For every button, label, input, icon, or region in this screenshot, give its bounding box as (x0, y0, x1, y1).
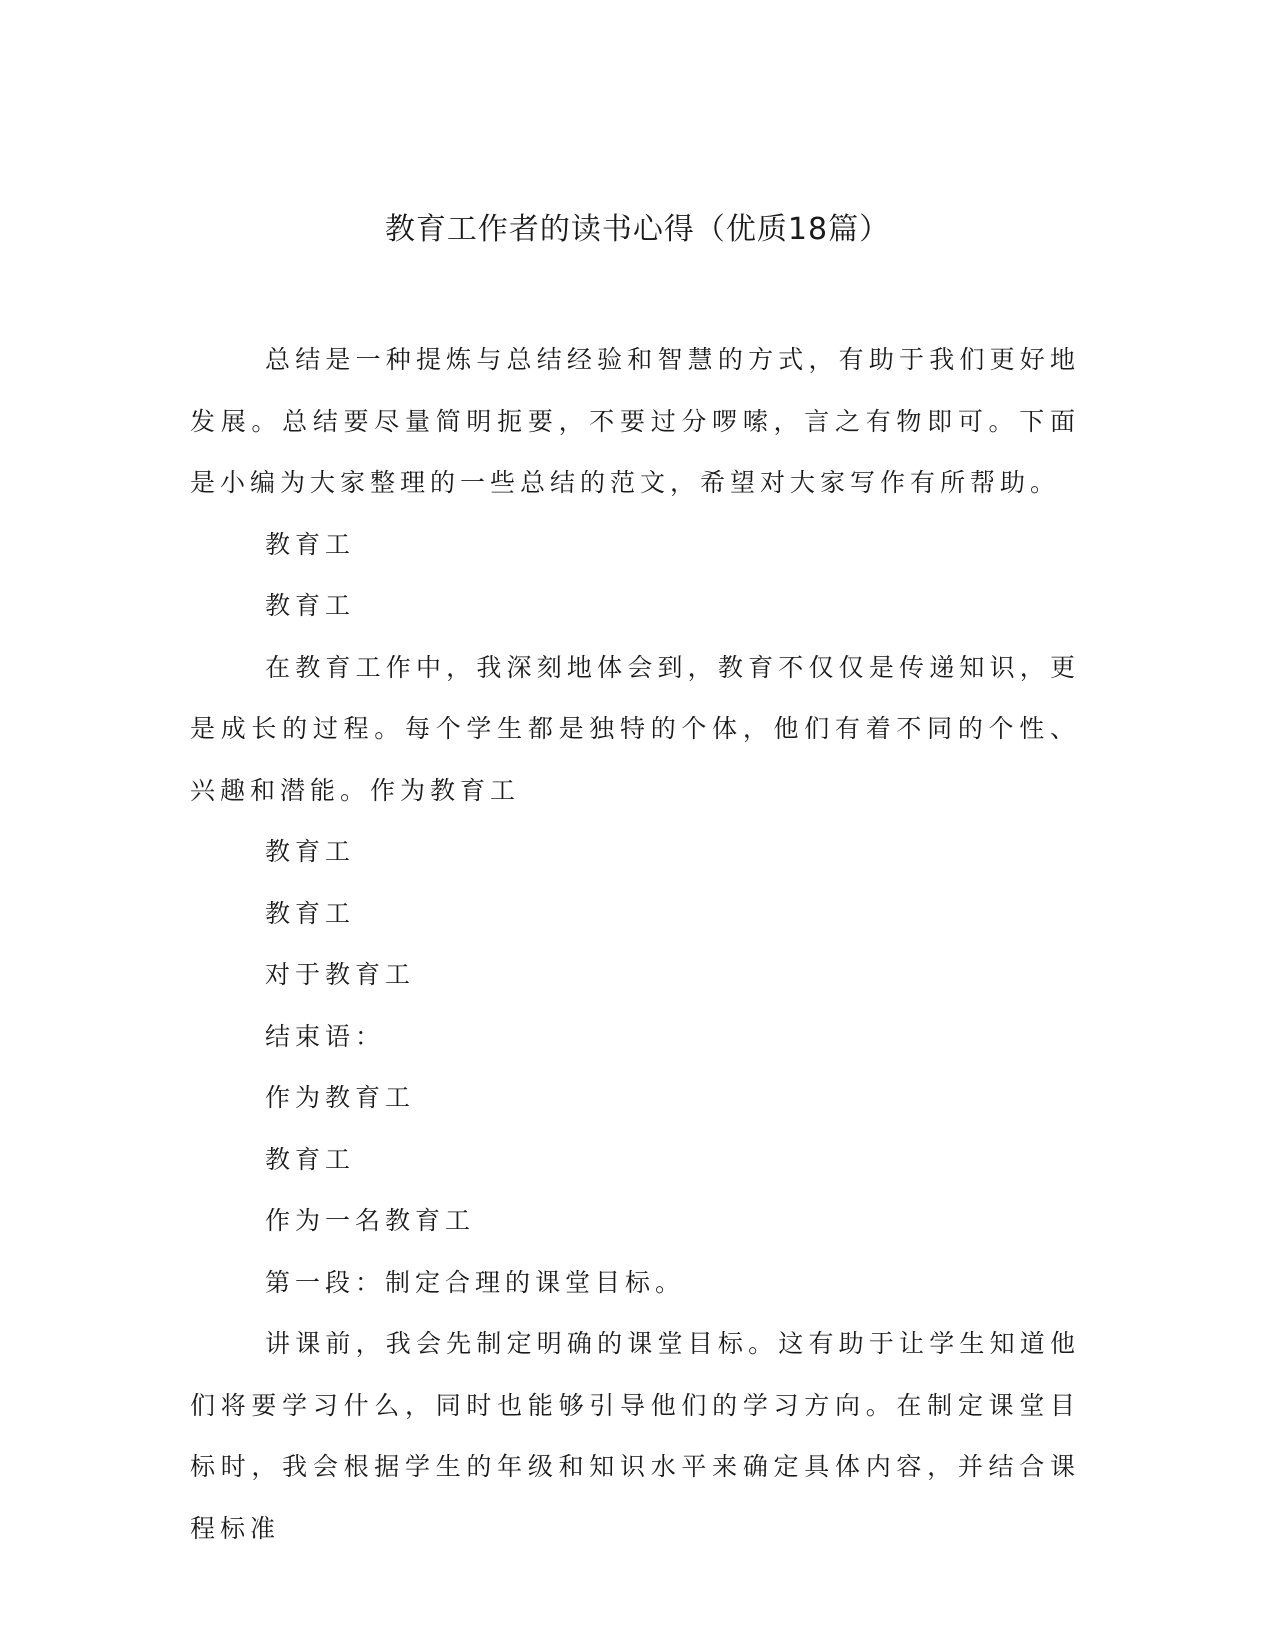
paragraph: 讲课前，我会先制定明确的课堂目标。这有助于让学生知道他们将要学习什么，同时也能够引导他们的学习方向。在制定课堂目标时，我会根据学生的年级和知识水平来确定具体内容，并结合课程标准 (190, 1329, 1080, 1543)
paragraph: 作为教育工 (265, 1083, 416, 1112)
document-body (190, 329, 1080, 1559)
paragraph: 在教育工作中，我深刻地体会到，教育不仅仅是传递知识，更是成长的过程。每个学生都是独特的个体，他们有着不同的个性、兴趣和潜能。作为教育工 (190, 652, 1080, 805)
paragraph-intro: 总结是一种提炼与总结经验和智慧的方式，有助于我们更好地发展。总结要尽量简明扼要，不要过分啰嗦，言之有物即可。下面是小编为大家整理的一些总结的范文，希望对大家写作有所帮助。 (190, 345, 1080, 497)
paragraph: 教育工 (265, 591, 356, 620)
document-title: 教育工作者的读书心得（优质18篇） (384, 212, 891, 247)
paragraph: 教育工 (265, 898, 356, 928)
paragraph: 作为一名教育工 (265, 1206, 476, 1235)
paragraph: 教育工 (265, 1144, 356, 1174)
paragraph-conclusion-label: 结束语： (265, 1021, 386, 1051)
section-heading: 第一段：制定合理的课堂目标。 (265, 1267, 686, 1297)
paragraph: 教育工 (265, 837, 356, 866)
paragraph: 教育工 (265, 529, 356, 559)
paragraph: 对于教育工 (265, 960, 416, 989)
